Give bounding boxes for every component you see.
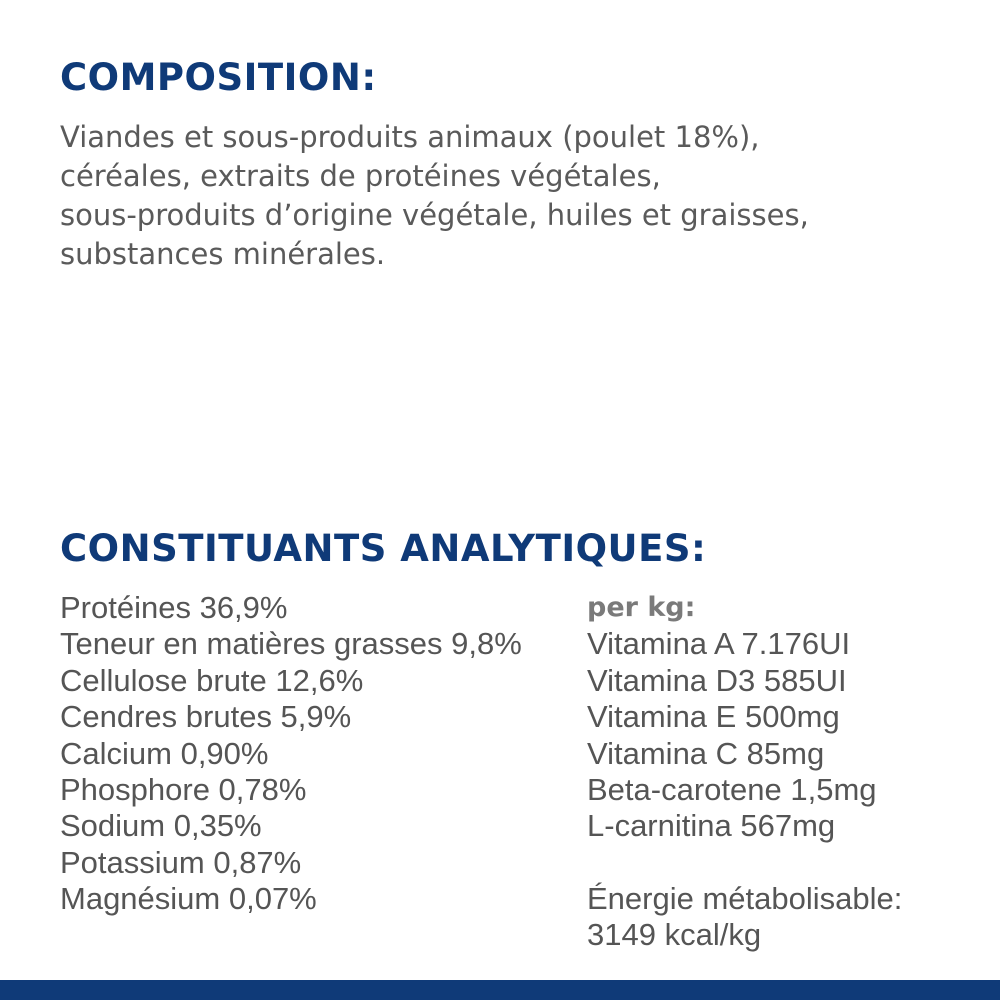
constituent-item: Magnésium 0,07% [60,881,317,917]
constituent-item: Phosphore 0,78% [60,772,307,808]
composition-line: substances minérales. [60,237,386,271]
energy-value: 3149 kcal/kg [587,917,762,953]
constituent-item: Sodium 0,35% [60,808,262,844]
analytical-constituents-heading: CONSTITUANTS ANALYTIQUES: [60,527,707,570]
composition-line: Viandes et sous-produits animaux (poulet 18%), [60,120,760,154]
additive-item: Vitamina D3 585UI [587,662,847,698]
constituent-item: Cellulose brute 12,6% [60,662,364,698]
constituent-item: Calcium 0,90% [60,735,269,771]
composition-heading: COMPOSITION: [60,56,377,99]
constituent-item: Cendres brutes 5,9% [60,699,352,735]
additive-item: L-carnitina 567mg [587,808,836,844]
bottom-brand-bar [0,980,1000,1000]
constituent-item: Potassium 0,87% [60,844,302,880]
additive-item: Vitamina A 7.176UI [587,626,851,662]
constituent-item: Teneur en matières grasses 9,8% [60,626,522,662]
additive-item: Vitamina C 85mg [587,735,825,771]
composition-line: céréales, extraits de protéines végétales, [60,159,661,193]
additive-item: Beta-carotene 1,5mg [587,772,877,808]
additives-list [587,590,902,954]
constituent-item: Protéines 36,9% [60,590,288,625]
per-kg-label: per kg: [587,592,696,623]
constituents-list [60,590,522,918]
additive-item: Vitamina E 500mg [587,699,840,735]
list-spacer [587,845,902,881]
energy-label: Énergie métabolisable: [587,880,903,916]
composition-line: sous-produits d’origine végétale, huiles et graisses, [60,198,809,232]
composition-text [60,118,809,274]
